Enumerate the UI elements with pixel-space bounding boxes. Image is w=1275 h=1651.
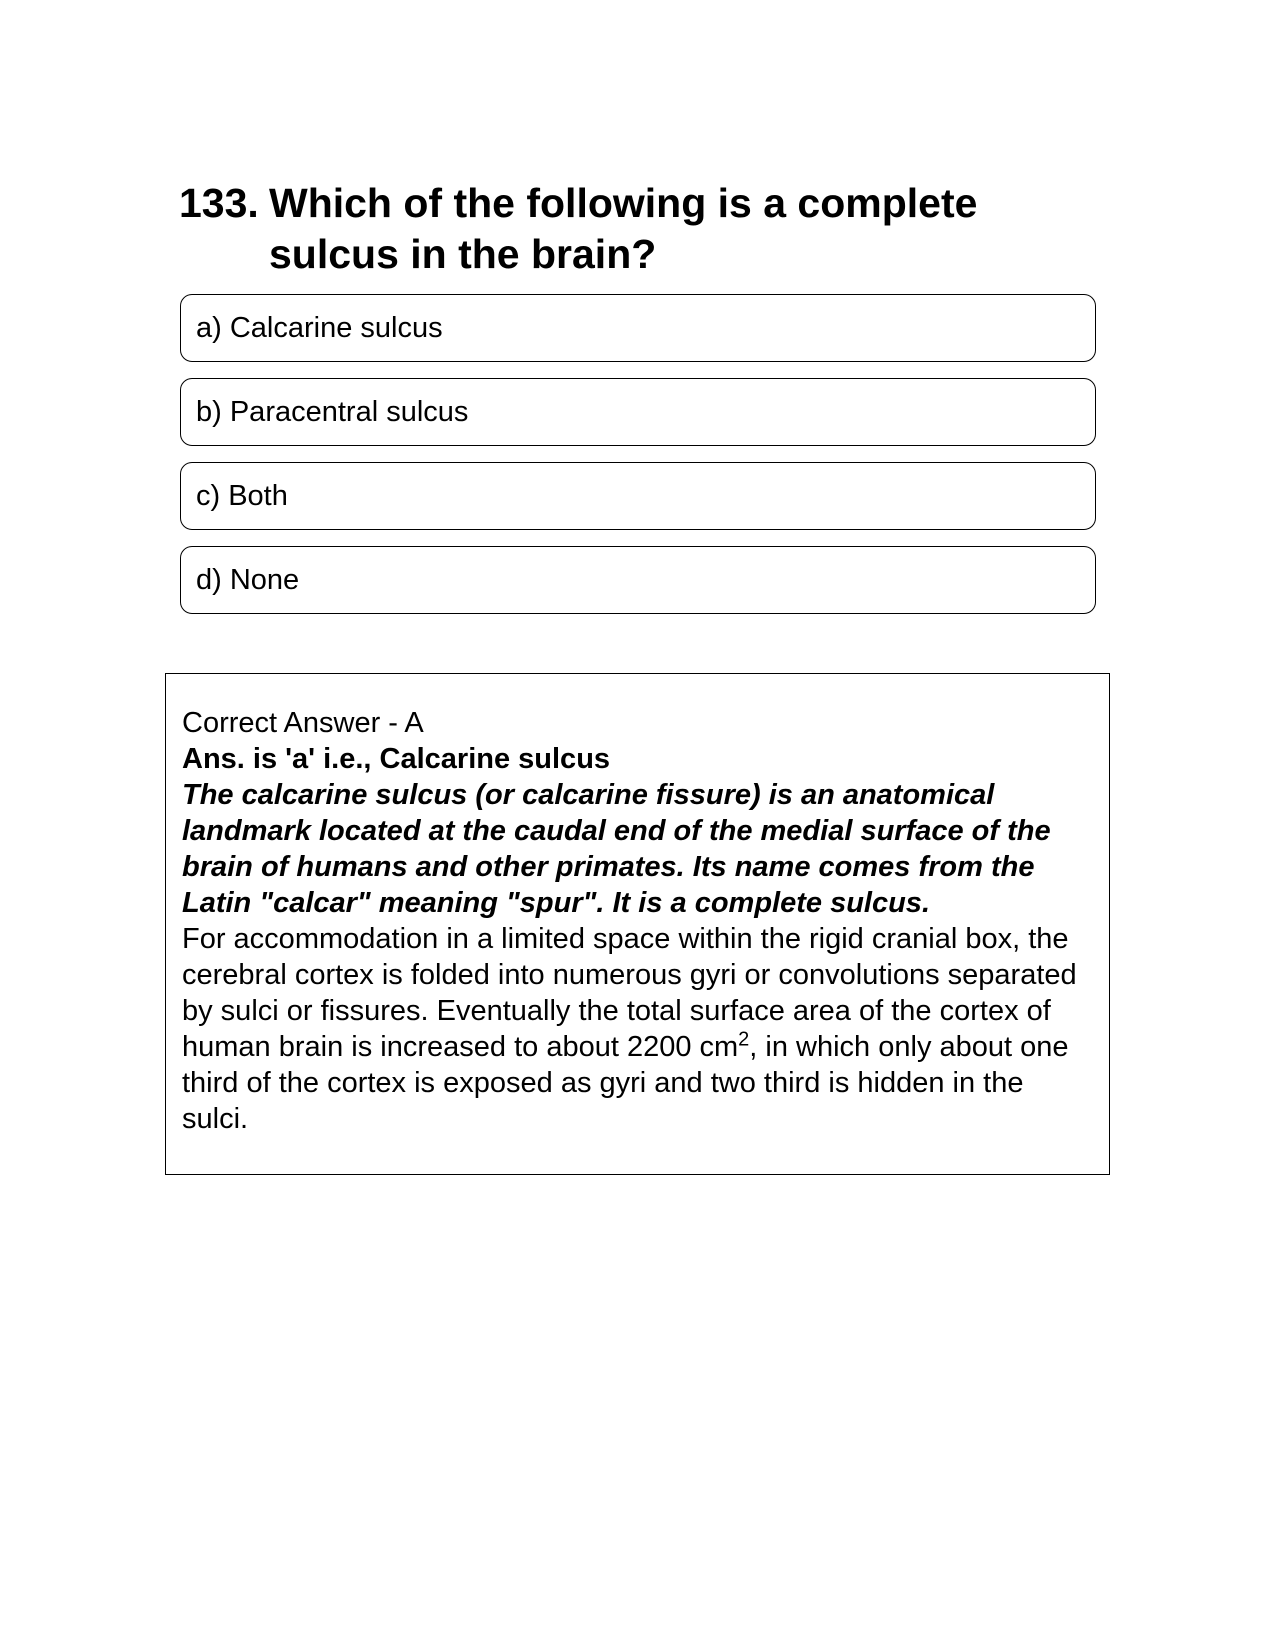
- options-list: [180, 294, 1096, 630]
- explanation-superscript: 2: [738, 1028, 750, 1051]
- question-text: Which of the following is a complete sulcus in the brain?: [269, 180, 978, 277]
- answer-statement: Ans. is 'a' i.e., Calcarine sulcus: [182, 743, 611, 775]
- answer-box: [165, 673, 1110, 1175]
- question-heading: [179, 178, 1079, 280]
- explanation-part-2: , in which only about one third of the cortex is exposed as gyri and two third is hidden in the sulci.: [182, 1031, 1069, 1135]
- option-c[interactable]: c) Both: [180, 462, 1096, 530]
- explanation-part-1: For accommodation in a limited space within the rigid cranial box, the cerebral cortex is folded into numerous gyri or convolutions separated by sulci or fissures. Eventually the total surface area of the cortex of human brain is increased to about 2200 cm: [182, 923, 1077, 1063]
- question-number: 133.: [179, 180, 259, 226]
- option-a[interactable]: a) Calcarine sulcus: [180, 294, 1096, 362]
- correct-answer-line: Correct Answer - A: [182, 707, 424, 739]
- answer-explanation: [182, 921, 1095, 1137]
- answer-highlight: The calcarine sulcus (or calcarine fissure) is an anatomical landmark located at the caudal end of the medial surface of the brain of humans and other primates. Its name comes from the Latin "calcar" meaning "spur". It is a complete sulcus.: [182, 779, 1051, 919]
- option-b[interactable]: b) Paracentral sulcus: [180, 378, 1096, 446]
- option-d[interactable]: d) None: [180, 546, 1096, 614]
